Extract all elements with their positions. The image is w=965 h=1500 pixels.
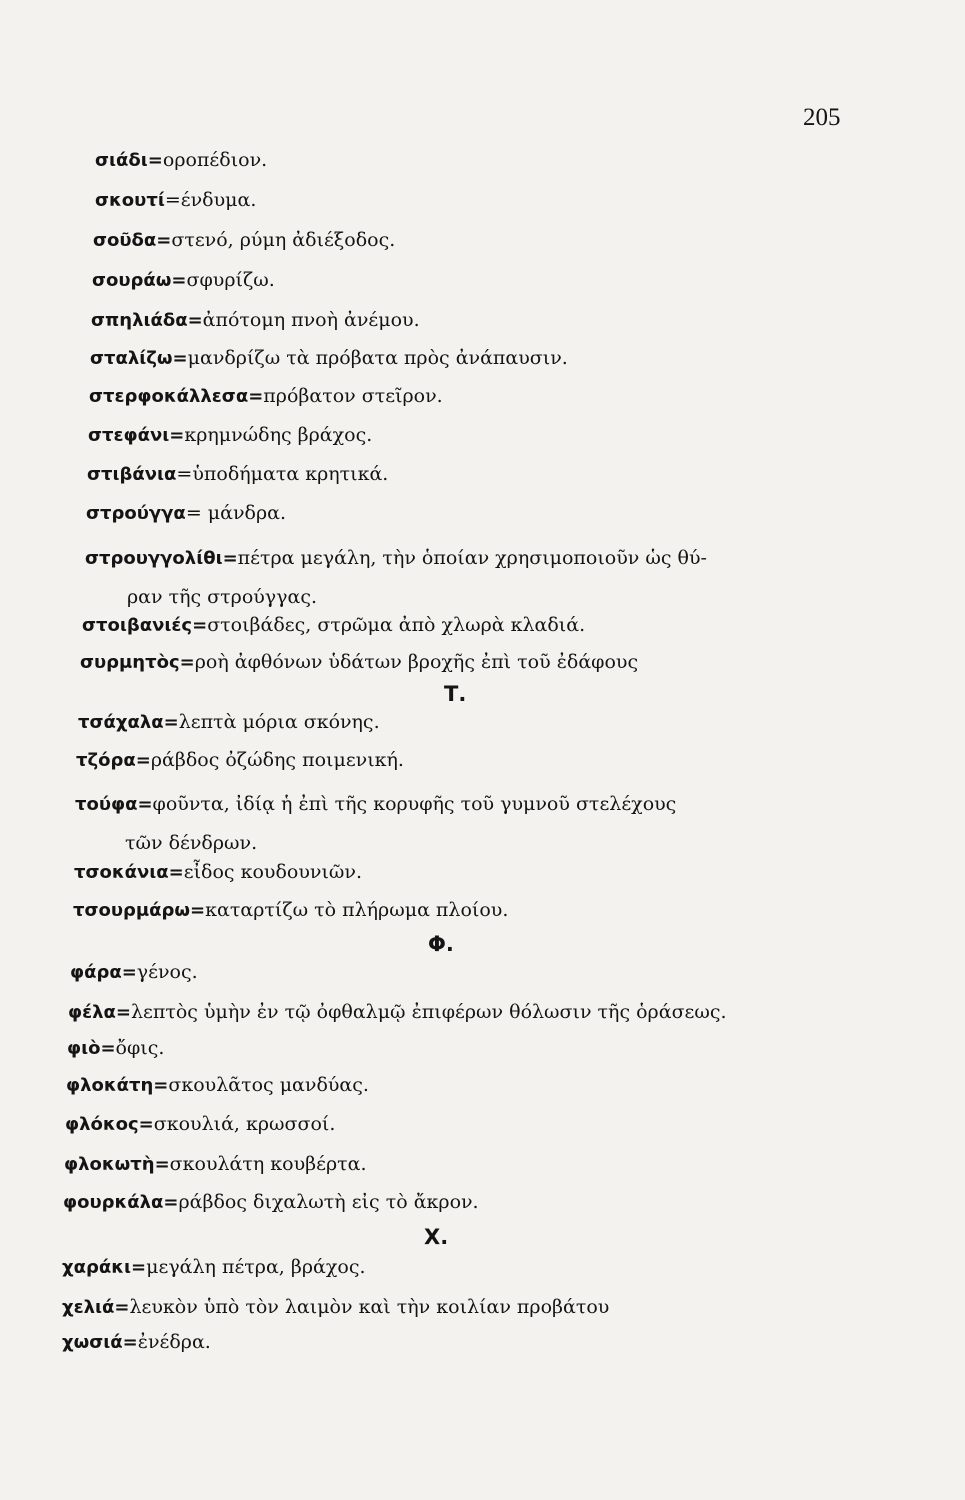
section-letter: Χ. [424, 1225, 449, 1249]
entry [80, 650, 638, 675]
entry [86, 501, 286, 526]
entry-term: στρουγγολίθι= [85, 548, 238, 569]
entry-definition: στοιβάδες, στρῶμα ἀπὸ χλωρὰ κλαδιά. [207, 614, 586, 636]
entry-definition: μανδρίζω τὰ πρόβατα πρὸς ἀνάπαυσιν. [187, 347, 568, 369]
entry-term: φάρα= [70, 962, 137, 983]
page-number: 205 [803, 104, 841, 131]
entry [64, 1152, 367, 1177]
entry-term: τσουρμάρω= [73, 900, 206, 921]
entry-definition: πέτρα μεγάλη, τὴν ὁποίαν χρησιμοποιοῦν ὡς θύ- [237, 547, 707, 569]
entry [89, 384, 443, 409]
entry-term: φέλα= [68, 1002, 131, 1023]
entry-term: σουράω= [92, 270, 187, 291]
entry-term: χωσιά= [62, 1332, 138, 1353]
entry [76, 748, 404, 773]
entry-term: σκουτί [95, 190, 165, 211]
entry-term: τούφα= [75, 794, 153, 815]
entry-definition: ράβδος ὀζώδης ποιμενική. [150, 749, 404, 771]
entry-term: στρούγγα [86, 503, 186, 524]
section-letter: Φ. [428, 932, 454, 956]
entry [62, 1330, 211, 1355]
entry-definition: μεγάλη πέτρα, βράχος. [146, 1256, 366, 1278]
entry-term: στοιβανιές= [82, 615, 208, 636]
entry-definition: οροπέδιον. [162, 149, 268, 171]
entry-definition: λεπτὸς ὑμὴν ἐν τῷ ὀφθαλμῷ ἐπιφέρων θόλωσιν τῆς ὁράσεως. [130, 1001, 727, 1023]
entry [65, 1112, 335, 1137]
entry-term: φιὸ= [67, 1038, 116, 1059]
entry-term: στεφάνι= [88, 425, 185, 446]
entry-definition: ἐνέδρα. [137, 1331, 211, 1353]
entry [70, 960, 198, 985]
entry [78, 710, 380, 735]
entry-definition: ροὴ ἀφθόνων ὑδάτων βροχῆς ἐπὶ τοῦ ἐδάφους [194, 651, 639, 673]
entry-definition: σκουλιά, κρωσσοί. [153, 1113, 336, 1135]
entry-definition: σκουλάτη κουβέρτα. [169, 1153, 367, 1175]
entry-continuation: τῶν δένδρων. [125, 832, 258, 854]
entry [88, 423, 372, 448]
entry [63, 1190, 479, 1215]
entry-term: χελιά= [62, 1297, 130, 1318]
entry-term: φλόκος= [65, 1114, 154, 1135]
entry-term: στερφοκάλλεσα= [89, 386, 264, 407]
entry [87, 462, 388, 487]
entry-term: τσοκάνια= [74, 862, 184, 883]
entry-term: σοῦδα= [93, 230, 172, 251]
entry-term: φλοκάτη= [66, 1075, 169, 1096]
entry [62, 1295, 609, 1320]
entry-definition: ὄφις. [115, 1037, 165, 1059]
entry-definition: ἀπότομη πνοὴ ἀνέμου. [202, 309, 420, 331]
entry [67, 1036, 164, 1061]
entry-definition: στενό, ρύμη ἀδιέξοδος. [171, 229, 396, 251]
entry-definition: σκουλᾶτος μανδύας. [168, 1074, 369, 1096]
entry [66, 1073, 369, 1098]
entry-term: χαράκι= [62, 1257, 147, 1278]
entry-term: τζόρα= [76, 750, 151, 771]
entry-definition: =ένδυμα. [164, 189, 257, 211]
entry [68, 1000, 727, 1025]
entry [82, 613, 585, 638]
entry-definition: εἶδος κουδουνιῶν. [183, 861, 362, 883]
entry-term: φουρκάλα= [63, 1192, 179, 1213]
entry [85, 539, 707, 616]
entry-term: σπηλιάδα= [91, 310, 203, 331]
entry-definition: φοῦντα, ἰδίᾳ ἡ ἐπὶ τῆς κορυφῆς τοῦ γυμνοῦ στελέχους [152, 793, 677, 815]
entry-term: συρμητὸς= [80, 652, 195, 673]
entry-definition: κρημνώδης βράχος. [184, 424, 373, 446]
entry-term: φλοκωτὴ= [64, 1154, 170, 1175]
entry-continuation: ραν τῆς στρούγγας. [127, 586, 318, 608]
entry [95, 188, 256, 213]
entry-term: σταλίζω= [90, 348, 188, 369]
section-letter: Τ. [444, 682, 467, 706]
entry [62, 1255, 366, 1280]
entry [74, 860, 362, 885]
entry-definition: =ὑποδήματα κρητικά. [176, 463, 389, 485]
entry-definition: λεπτὰ μόρια σκόνης. [178, 711, 380, 733]
entry-definition: πρόβατον στεῖρον. [263, 385, 443, 407]
entry-definition: λευκὸν ὑπὸ τὸν λαιμὸν καὶ τὴν κοιλίαν προβάτου [129, 1296, 610, 1318]
entry-term: στιβάνια [87, 464, 177, 485]
entry-definition: γένος. [136, 961, 198, 983]
entry [95, 148, 267, 173]
entry [73, 898, 508, 923]
entry-term: τσάχαλα= [78, 712, 179, 733]
entry-definition: = μάνδρα. [185, 502, 286, 524]
entry-term: σιάδι= [95, 150, 163, 171]
entry-definition: καταρτίζω τὸ πλήρωμα πλοίου. [205, 899, 509, 921]
entry-definition: ράβδος διχαλωτὴ εἰς τὸ ἄκρον. [178, 1191, 479, 1213]
entry [90, 346, 568, 371]
entry [93, 228, 395, 253]
entry-definition: σφυρίζω. [186, 269, 275, 291]
entry [91, 308, 420, 333]
entry [92, 268, 275, 293]
entry [75, 785, 676, 862]
